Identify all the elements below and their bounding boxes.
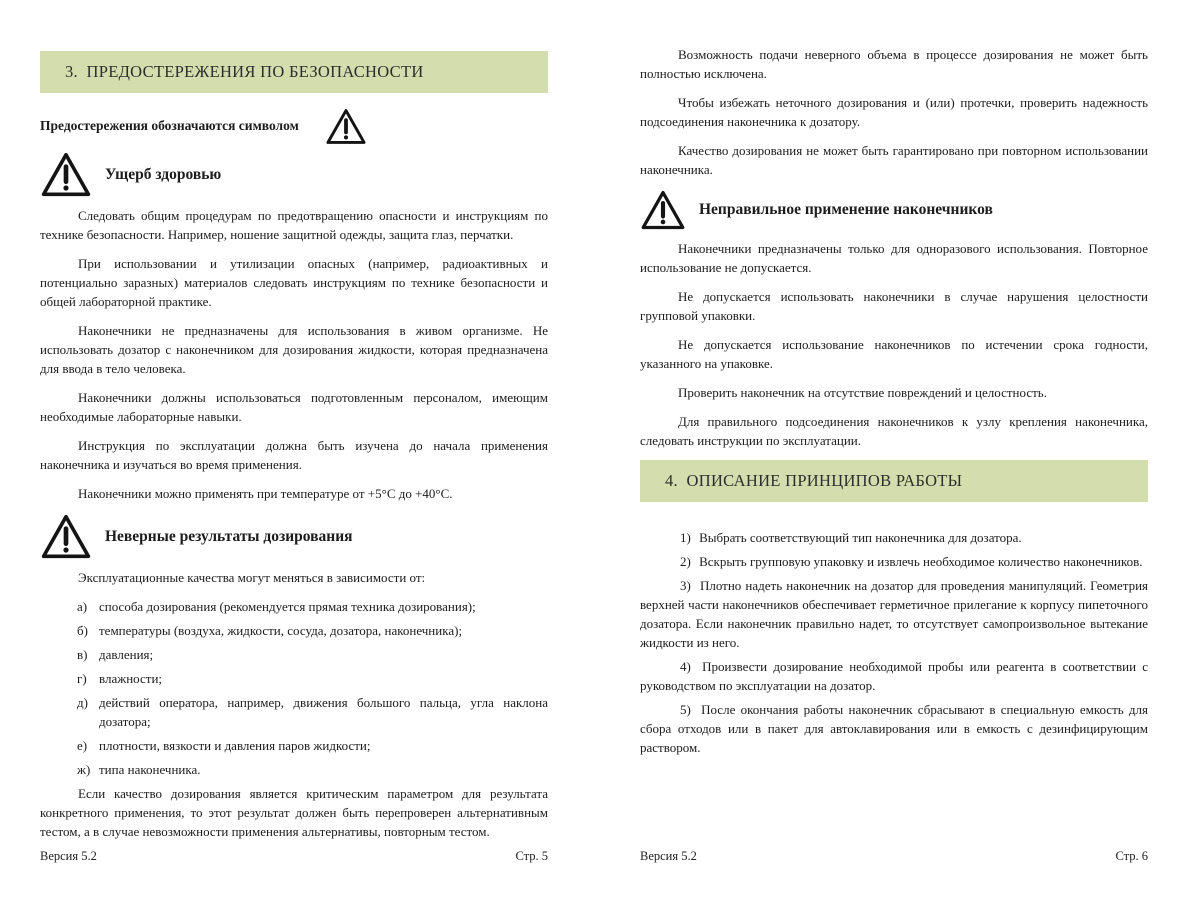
paragraph: При использовании и утилизации опасных (например, радиоактивных и потенциально заразных) материалов следовать инструкциям по технике безопасности и общей лабораторной практике. — [40, 256, 548, 309]
warning-icon — [40, 513, 92, 560]
footer-page-number: Стр. 6 — [1115, 849, 1148, 863]
list-item-text: действий оператора, например, движения большого пальца, угла наклона дозатора; — [99, 695, 548, 729]
list-item-marker: д) — [77, 695, 88, 710]
list-item-text: способа дозирования (рекомендуется прямая техника дозирования); — [99, 599, 476, 614]
list-item — [77, 760, 548, 779]
numbered-item-text: Плотно надеть наконечник на дозатор для проведения манипуляций. Геометрия верхней части наконечников обеспечивает герметичное прилегание к корпусу пипеточного дозатора. Если наконечник правильно надет, то отсутствует самопроизвольное вытекание жидкости из него. — [640, 578, 1149, 650]
paragraph: Наконечники должны использоваться подготовленным персоналом, имеющим необходимые лабораторные навыки. — [40, 390, 548, 424]
footer-version: Версия 5.2 — [640, 849, 697, 863]
paragraph: Для правильного подсоединения наконечников к узлу крепления наконечника, следовать инструкции по эксплуатации. — [640, 414, 1148, 448]
list-item — [77, 597, 548, 616]
paragraph: Не допускается использовать наконечники в случае нарушения целостности групповой упаковки. — [640, 289, 1148, 323]
list-item — [77, 693, 548, 731]
numbered-item-marker: 4) — [680, 659, 691, 674]
page-left — [40, 0, 548, 900]
symbol-note-text: Предостережения обозначаются символом — [40, 118, 299, 133]
numbered-item-marker: 1) — [680, 530, 691, 545]
page-footer — [40, 849, 548, 864]
list-item — [77, 669, 548, 688]
list-item-text: влажности; — [99, 671, 163, 686]
list-item — [77, 621, 548, 640]
numbered-item — [640, 657, 1148, 695]
section-health-title: Ущерб здоровью — [105, 165, 222, 183]
section-4-header — [640, 460, 1148, 502]
list-intro: Эксплуатационные качества могут меняться в зависимости от: — [78, 570, 426, 585]
footer-version: Версия 5.2 — [40, 849, 97, 863]
paragraph: Качество дозирования не может быть гарантировано при повторном использовании наконечника. — [640, 143, 1148, 177]
list-item-marker: а) — [77, 599, 88, 614]
page-footer — [640, 849, 1148, 864]
paragraph: Наконечники можно применять при температуре от +5°С до +40°С. — [78, 486, 453, 501]
list-item-marker: г) — [77, 671, 87, 686]
paragraph: Инструкция по эксплуатации должна быть изучена до начала применения наконечника и изучаться во время применения. — [40, 438, 548, 472]
numbered-item — [640, 576, 1148, 652]
page-right — [640, 0, 1148, 900]
list-item-text: типа наконечника. — [99, 762, 201, 777]
paragraph: Наконечники не предназначены для использования в живом организме. Не использовать дозатор с наконечником для дозирования жидкости, которая предназначена для ввода в тело человека. — [40, 323, 548, 376]
paragraph: Следовать общим процедурам по предотвращению опасности и инструкциям по технике безопасности. Например, ношение защитной одежды, защита глаз, перчатки. — [40, 208, 548, 242]
warning-icon — [325, 107, 367, 146]
section-3-header — [40, 51, 548, 93]
section-misuse-heading — [640, 189, 1148, 231]
paragraph: Проверить наконечник на отсутствие повреждений и целостность. — [678, 385, 1047, 400]
numbered-item-text: Выбрать соответствующий тип наконечника для дозатора. — [699, 530, 1022, 545]
paragraph: Чтобы избежать неточного дозирования и (или) протечки, проверить надежность подсоединения наконечника к дозатору. — [640, 95, 1148, 129]
numbered-item-marker: 3) — [680, 578, 691, 593]
paragraph: Наконечники предназначены только для одноразового использования. Повторное использование не допускается. — [640, 241, 1148, 275]
numbered-item-text: Вскрыть групповую упаковку и извлечь необходимое количество наконечников. — [699, 554, 1143, 569]
section-3-header-title: 3. ПРЕДОСТЕРЕЖЕНИЯ ПО БЕЗОПАСНОСТИ — [65, 62, 424, 81]
list-item-marker: ж) — [77, 762, 91, 777]
warning-icon — [640, 189, 686, 231]
section-health-heading — [40, 151, 548, 198]
numbered-item — [640, 700, 1148, 757]
paragraph: Не допускается использование наконечников по истечении срока годности, указанного на упаковке. — [640, 337, 1148, 371]
list-item-text: плотности, вязкости и давления паров жидкости; — [99, 738, 371, 753]
list-item-text: температуры (воздуха, жидкости, сосуда, дозатора, наконечника); — [99, 623, 463, 638]
numbered-item-text: После окончания работы наконечник сбрасывают в специальную емкость для сбора отходов или в пакет для автоклавирования или в емкость с дезинфицирующим раствором. — [640, 702, 1149, 755]
list-item-marker: б) — [77, 623, 88, 638]
list-item — [77, 736, 548, 755]
section-4-header-title: 4. ОПИСАНИЕ ПРИНЦИПОВ РАБОТЫ — [665, 471, 963, 490]
numbered-item — [640, 528, 1148, 547]
list-item — [77, 645, 548, 664]
paragraph: Если качество дозирования является критическим параметром для результата конкретного применения, то этот результат должен быть перепроверен альтернативным тестом, а в случае невозможности применения альтернативы, повторным тестом. — [40, 786, 548, 839]
section-wrong-results-title: Неверные результаты дозирования — [105, 527, 353, 545]
warning-icon — [40, 151, 92, 198]
numbered-item — [640, 552, 1148, 571]
numbered-item-marker: 5) — [680, 702, 691, 717]
list-item-marker: в) — [77, 647, 88, 662]
list-item-text: давления; — [99, 647, 154, 662]
list-item-marker: е) — [77, 738, 88, 753]
section-wrong-results-heading — [40, 513, 548, 560]
paragraph: Возможность подачи неверного объема в процессе дозирования не может быть полностью исключена. — [640, 47, 1148, 81]
numbered-item-text: Произвести дозирование необходимой пробы или реагента в соответствии с руководством по эксплуатации на дозатор. — [640, 659, 1149, 693]
footer-page-number: Стр. 5 — [515, 849, 548, 863]
symbol-note-row — [40, 105, 548, 147]
numbered-item-marker: 2) — [680, 554, 691, 569]
section-misuse-title: Неправильное применение наконечников — [699, 201, 993, 218]
factors-list — [77, 597, 548, 779]
